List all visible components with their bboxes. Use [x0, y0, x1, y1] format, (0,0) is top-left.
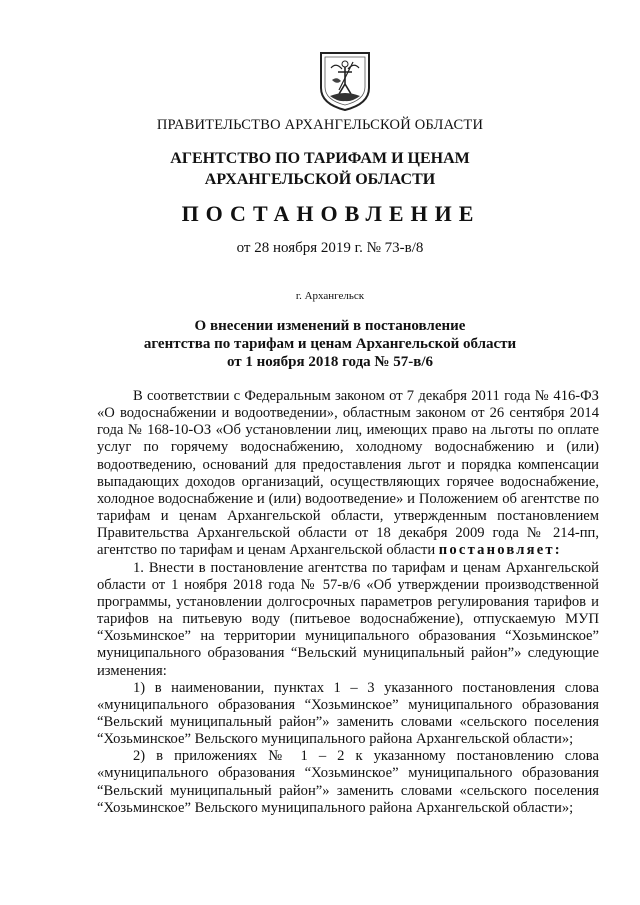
document-type: ПОСТАНОВЛЕНИЕ [181, 201, 481, 226]
item-1-2-paragraph: 2) в приложениях № 1 – 2 к указанному постановлению слова «муниципального образования “Хозьминское” муниципального образования “Вельский муниципальный район”» заменить словами «сельского поселения “Хозьминское” Вельского муниципального района Архангельской области»; [97, 748, 599, 816]
subject-line-3: от 1 ноября 2018 года № 57-в/6 [226, 354, 434, 370]
agency-name [0, 148, 640, 190]
city: г. Архангельск [295, 290, 365, 302]
preamble-text: В соответствии с Федеральным законом от 7 декабря 2011 года № 416-ФЗ «О водоснабжении и водоотведении», областным законом от 26 сентября 2014 года № 168-10-ОЗ «Об установлении лиц, имеющих право на льготы по оплате услуг по горячему водоснабжению, холодному водоснабжению и (или) водоотведению, оснований для предоставления льгот и порядка компенсации выпадающих доходов организаций, осуществляющих горячее водоснабжение, холодное водоснабжение и (или) водоотведение» и Положением об агентстве по тарифам и ценам Архангельской области, утвержденным постановлением Правительства Архангельской области от 18 декабря 2009 года № 214-пп, агентство по тарифам и ценам Архангельской области [97, 388, 599, 559]
document-body [97, 388, 599, 817]
coat-of-arms-icon [318, 50, 372, 112]
government-name: ПРАВИТЕЛЬСТВО АРХАНГЕЛЬСКОЙ ОБЛАСТИ [156, 117, 484, 133]
preamble-paragraph [97, 388, 599, 560]
agency-line-1: АГЕНТСТВО ПО ТАРИФАМ И ЦЕНАМ [170, 150, 470, 167]
subject-line-1: О внесении изменений в постановление [194, 318, 466, 334]
item-1-paragraph: 1. Внести в постановление агентства по тарифам и ценам Архангельской области от 1 ноября 2018 года № 57-в/6 «Об утверждении производственной программы, установлении долгосрочных параметров регулирования тарифов и тарифов на питьевую воду (питьевое водоснабжение), отпускаемую МУП “Хозьминское” на территории муниципального образования “Хозьминское” муниципального образования “Вельский муниципальный район”» следующие изменения: [97, 559, 599, 679]
agency-line-2: АРХАНГЕЛЬСКОЙ ОБЛАСТИ [204, 171, 436, 188]
document-subject [0, 317, 640, 371]
item-1-1-paragraph: 1) в наименовании, пунктах 1 – 3 указанного постановления слова «муниципального образования “Хозьминское” муниципального образования “Вельский муниципальный район”» заменить словами «сельского поселения “Хозьминское” Вельского муниципального района Архангельской области»; [97, 679, 599, 748]
subject-line-2: агентства по тарифам и ценам Архангельской области [143, 336, 517, 352]
date-number: от 28 ноября 2019 г. № 73-в/8 [236, 240, 424, 256]
decree-word: постановляет: [438, 542, 562, 559]
